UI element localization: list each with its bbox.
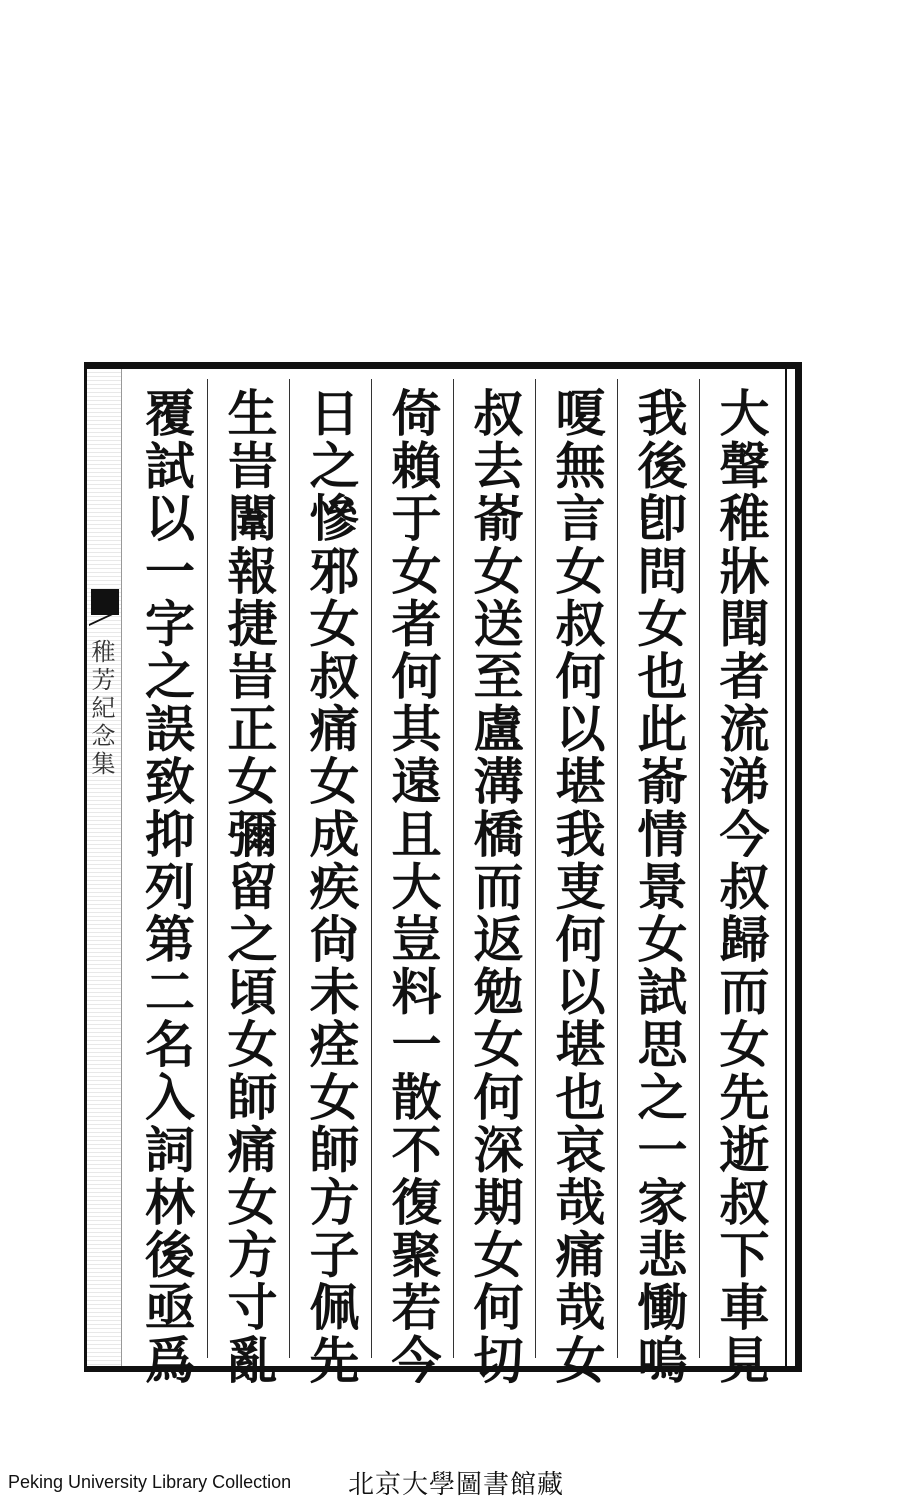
column-text: 日之慘邪女叔痛女成疾尙未痊女師方子佩先	[301, 387, 361, 1387]
column-text: 叔去嵛女送至盧溝橋而返勉女何深期女何切	[465, 387, 525, 1387]
frame-inner-rule	[785, 369, 787, 1366]
collection-label-zh: 北京大學圖書館藏	[348, 1470, 565, 1500]
text-column	[453, 379, 535, 1387]
margin-title-text: 稚芳紀念集	[87, 639, 115, 779]
text-column	[371, 379, 453, 1387]
text-column	[125, 379, 207, 1387]
column-text: 生旹闈報捷旹正女彌留之頃女師痛女方寸亂	[219, 387, 279, 1387]
collection-label-en: Peking University Library Collection	[8, 1472, 292, 1492]
column-text: 覆試以一字之誤致抑列第二名入詞林後亟爲	[137, 387, 196, 1387]
text-column	[207, 379, 289, 1387]
text-columns	[93, 379, 781, 1387]
text-column	[699, 379, 781, 1387]
collection-footer	[0, 1462, 900, 1502]
page-frame	[84, 362, 802, 1387]
column-text: 我後卽問女也此嵛情景女試思之一家悲慟嗚	[629, 387, 689, 1387]
column-text: 倚賴于女者何其遠且大豈料一散不復聚若今	[383, 387, 443, 1387]
column-text: 大聲稚牀聞者流涕今叔歸而女先逝叔下車見	[711, 387, 771, 1387]
text-column	[289, 379, 371, 1387]
column-text: 嗄無言女叔何以堪我叓何以堪也哀哉痛哉女	[547, 387, 607, 1387]
text-column	[617, 379, 699, 1387]
text-column	[535, 379, 617, 1387]
